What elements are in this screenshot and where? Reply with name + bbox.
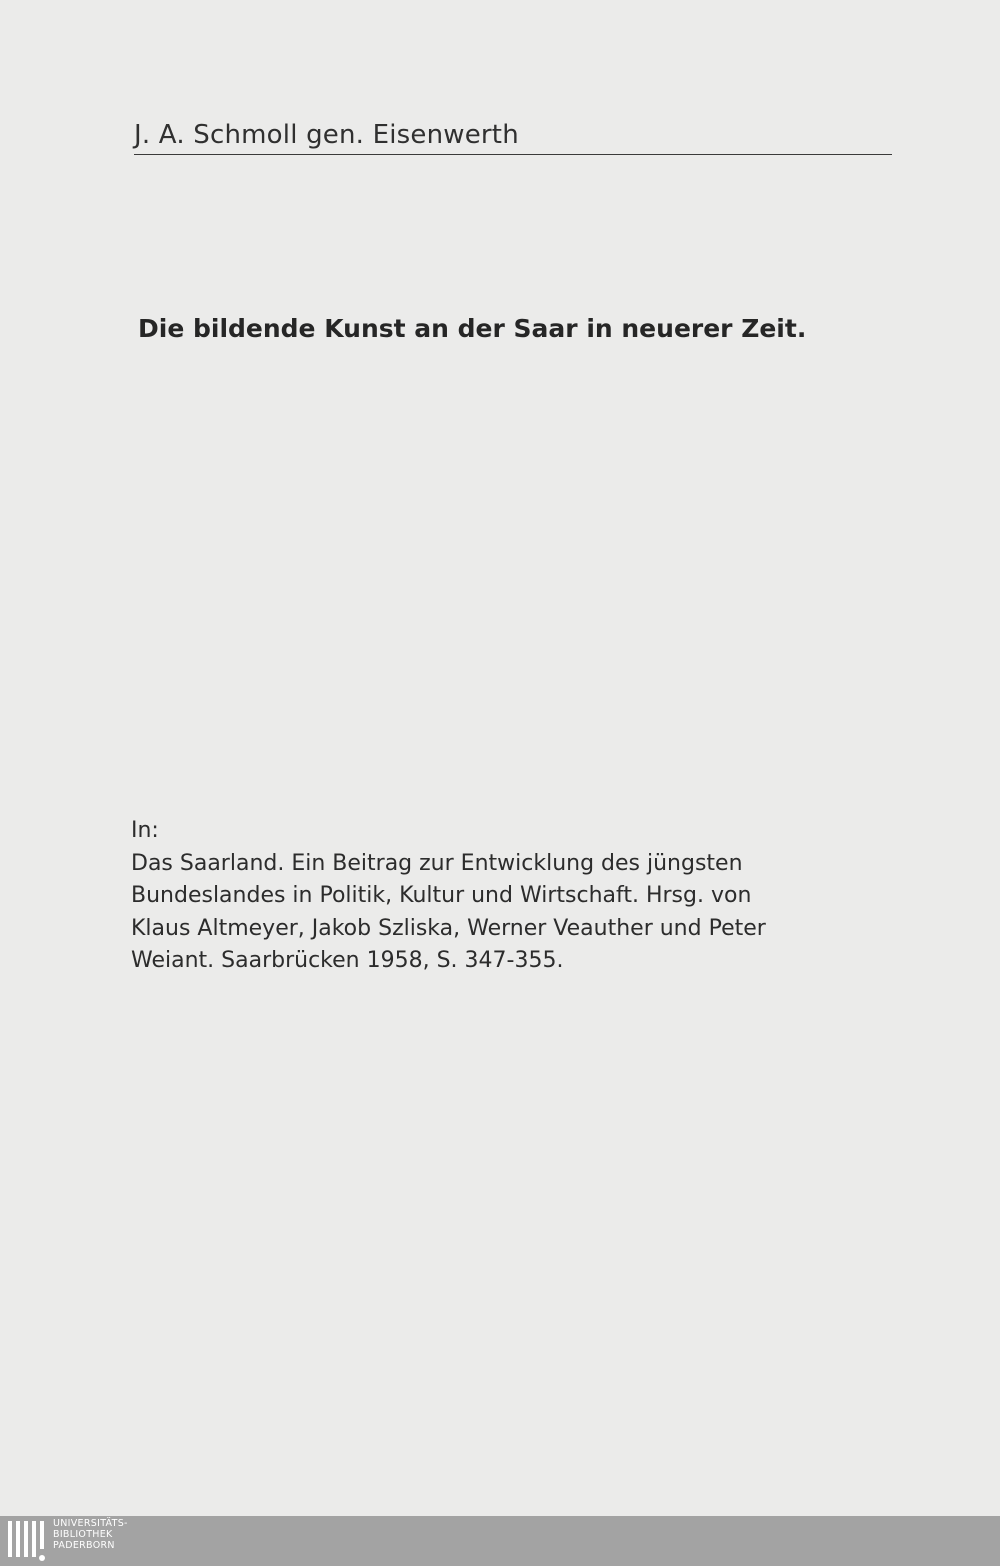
- source-line: Klaus Altmeyer, Jakob Szliska, Werner Veauther und Peter: [131, 915, 766, 941]
- source-citation: [131, 815, 831, 978]
- library-name-line: PADERBORN: [53, 1540, 115, 1551]
- source-label: In:: [131, 818, 159, 843]
- source-line: Das Saarland. Ein Beitrag zur Entwicklung des jüngsten: [131, 850, 743, 876]
- library-name: [53, 1518, 128, 1551]
- university-library-logo-icon: [8, 1519, 48, 1563]
- library-name-line: UNIVERSITÄTS-: [53, 1518, 128, 1529]
- library-name-line: BIBLIOTHEK: [53, 1529, 113, 1540]
- document-title: Die bildende Kunst an der Saar in neuerer Zeit.: [138, 314, 807, 343]
- source-line: Bundeslandes in Politik, Kultur und Wirtschaft. Hrsg. von: [131, 883, 752, 908]
- source-line: Weiant. Saarbrücken 1958, S. 347-355.: [131, 948, 564, 973]
- library-footer-bar: [0, 1516, 1000, 1566]
- author-name: J. A. Schmoll gen. Eisenwerth: [134, 120, 519, 150]
- author-underline: [134, 154, 892, 155]
